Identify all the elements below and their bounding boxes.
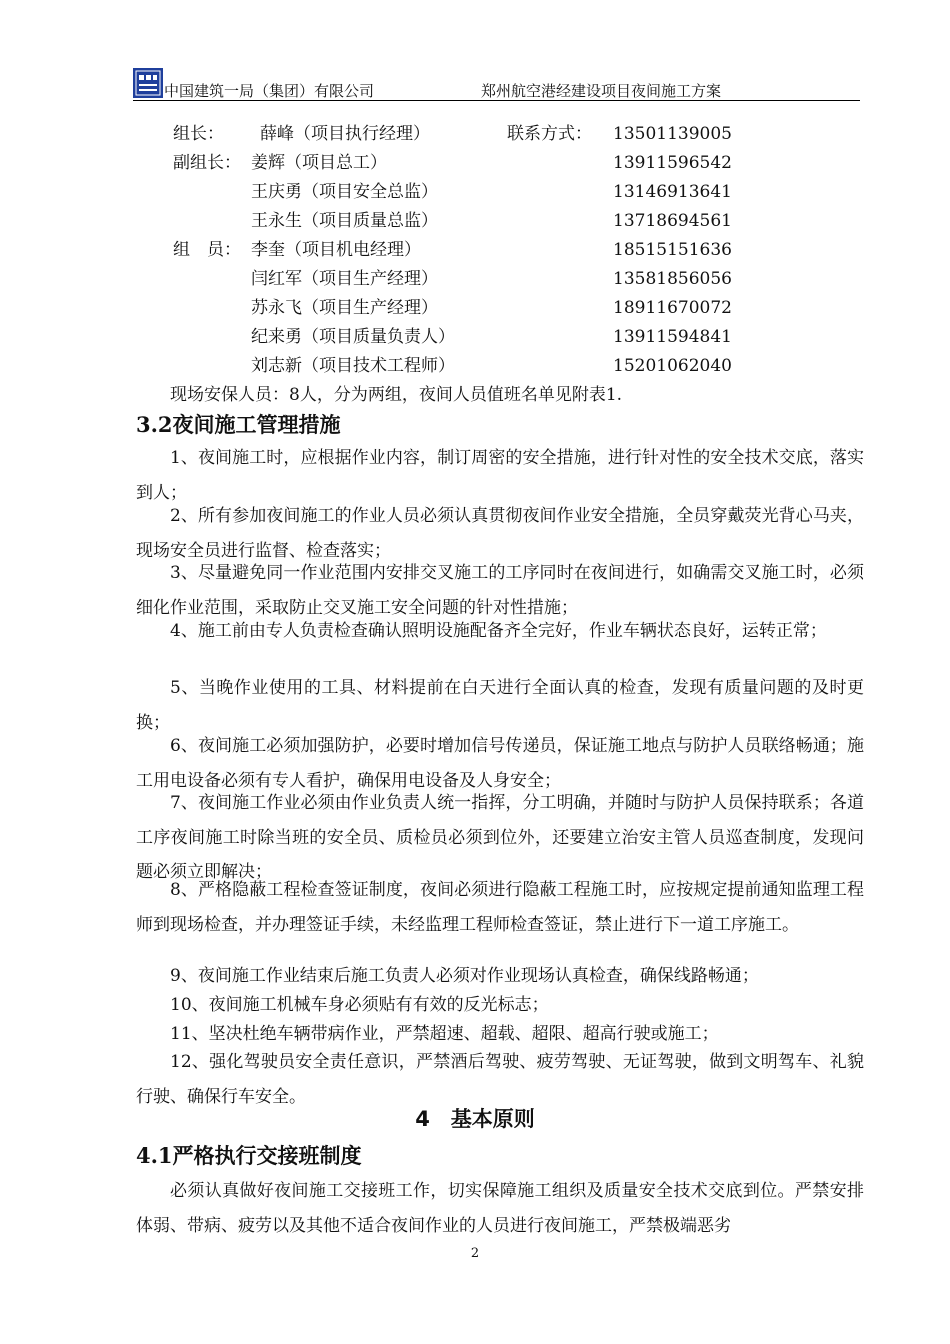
roster-row — [173, 151, 773, 180]
measure-item-5: 5、当晚作业使用的工具、材料提前在白天进行全面认真的检查，发现有质量问题的及时更换； — [136, 678, 864, 733]
header-divider — [133, 100, 860, 101]
roster-person: 苏永飞（项目生产经理） — [251, 298, 438, 318]
section-4-1-text: 必须认真做好夜间施工交接班工作，切实保障施工组织及质量安全技术交底到位。严禁安排体弱、带病、疲劳以及其他不适合夜间作业的人员进行夜间施工，严禁极端恶劣 — [136, 1181, 864, 1236]
roster-phone: 13911596542 — [613, 153, 732, 173]
roster-person: 王永生（项目质量总监） — [251, 211, 438, 231]
page-header — [133, 66, 860, 102]
leadership-roster — [173, 122, 773, 383]
roster-person: 刘志新（项目技术工程师） — [251, 356, 455, 376]
section-4-1-heading: 4.1严格执行交接班制度 — [136, 1143, 362, 1168]
measure-item-3: 3、尽量避免同一作业范围内安排交叉施工的工序同时在夜间进行，如确需交叉施工时，必须细化作业范围，采取防止交叉施工安全问题的针对性措施； — [136, 563, 864, 618]
measure-item-10: 10、夜间施工机械车身必须贴有有效的反光标志； — [170, 995, 549, 1015]
chapter-4-heading: 4 基本原则 — [415, 1107, 535, 1131]
roster-phone: 13501139005 — [613, 124, 732, 144]
roster-person: 姜辉（项目总工） — [251, 153, 387, 173]
page-number: 2 — [470, 1246, 480, 1261]
roster-phone: 13911594841 — [613, 327, 732, 347]
measure-item-8: 8、严格隐蔽工程检查签证制度，夜间必须进行隐蔽工程施工时，应按规定提前通知监理工程师到现场检查，并办理签证手续，未经监理工程师检查签证，禁止进行下一道工序施工。 — [136, 880, 864, 935]
roster-row — [173, 122, 773, 151]
roster-role: 组长： — [173, 124, 224, 144]
measure-item-11: 11、坚决杜绝车辆带病作业，严禁超速、超载、超限、超高行驶或施工； — [170, 1024, 719, 1044]
roster-phone: 13718694561 — [613, 211, 732, 231]
roster-person: 纪来勇（项目质量负责人） — [251, 327, 455, 347]
measure-item-4: 4、施工前由专人负责检查确认照明设施配备齐全完好，作业车辆状态良好，运转正常； — [170, 621, 827, 641]
roster-person: 李奎（项目机电经理） — [251, 240, 421, 260]
roster-phone: 13146913641 — [613, 182, 732, 202]
roster-role: 副组长： — [173, 153, 241, 173]
roster-row — [173, 267, 773, 296]
company-name: 中国建筑一局（集团）有限公司 — [164, 82, 375, 100]
roster-person: 王庆勇（项目安全总监） — [251, 182, 438, 202]
section-3-2-heading: 3.2夜间施工管理措施 — [136, 412, 341, 437]
roster-role: 组 员： — [173, 240, 241, 260]
contact-label: 联系方式： — [507, 124, 592, 144]
roster-row — [173, 296, 773, 325]
roster-row — [173, 238, 773, 267]
measure-item-2: 2、所有参加夜间施工的作业人员必须认真贯彻夜间作业安全措施，全员穿戴荧光背心马夹，现场安全员进行监督、检查落实； — [136, 506, 864, 561]
measure-item-1: 1、夜间施工时，应根据作业内容，制订周密的安全措施，进行针对性的安全技术交底，落实到人； — [136, 448, 864, 503]
measure-item-9: 9、夜间施工作业结束后施工负责人必须对作业现场认真检查，确保线路畅通； — [170, 966, 759, 986]
security-note: 现场安保人员：8人，分为两组，夜间人员值班名单见附表1. — [170, 385, 623, 405]
roster-phone: 18911670072 — [613, 298, 732, 318]
measure-item-7: 7、夜间施工作业必须由作业负责人统一指挥，分工明确，并随时与防护人员保持联系；各道工序夜间施工时除当班的安全员、质检员必须到位外，还要建立治安主管人员巡查制度，发现问题必须立即解决； — [136, 793, 864, 882]
measure-item-12: 12、强化驾驶员安全责任意识，严禁酒后驾驶、疲劳驾驶、无证驾驶，做到文明驾车、礼貌行驶、确保行车安全。 — [136, 1052, 864, 1107]
company-logo-icon — [133, 68, 163, 98]
roster-phone: 15201062040 — [613, 356, 732, 376]
roster-person: 薛峰（项目执行经理） — [260, 124, 430, 144]
roster-person: 闫红军（项目生产经理） — [251, 269, 438, 289]
roster-phone: 18515151636 — [613, 240, 732, 260]
measure-item-6: 6、夜间施工必须加强防护，必要时增加信号传递员，保证施工地点与防护人员联络畅通；施工用电设备必须有专人看护，确保用电设备及人身安全； — [136, 736, 864, 791]
roster-row — [173, 180, 773, 209]
roster-phone: 13581856056 — [613, 269, 732, 289]
document-title: 郑州航空港经建设项目夜间施工方案 — [481, 82, 722, 100]
roster-row — [173, 325, 773, 354]
roster-row — [173, 209, 773, 238]
